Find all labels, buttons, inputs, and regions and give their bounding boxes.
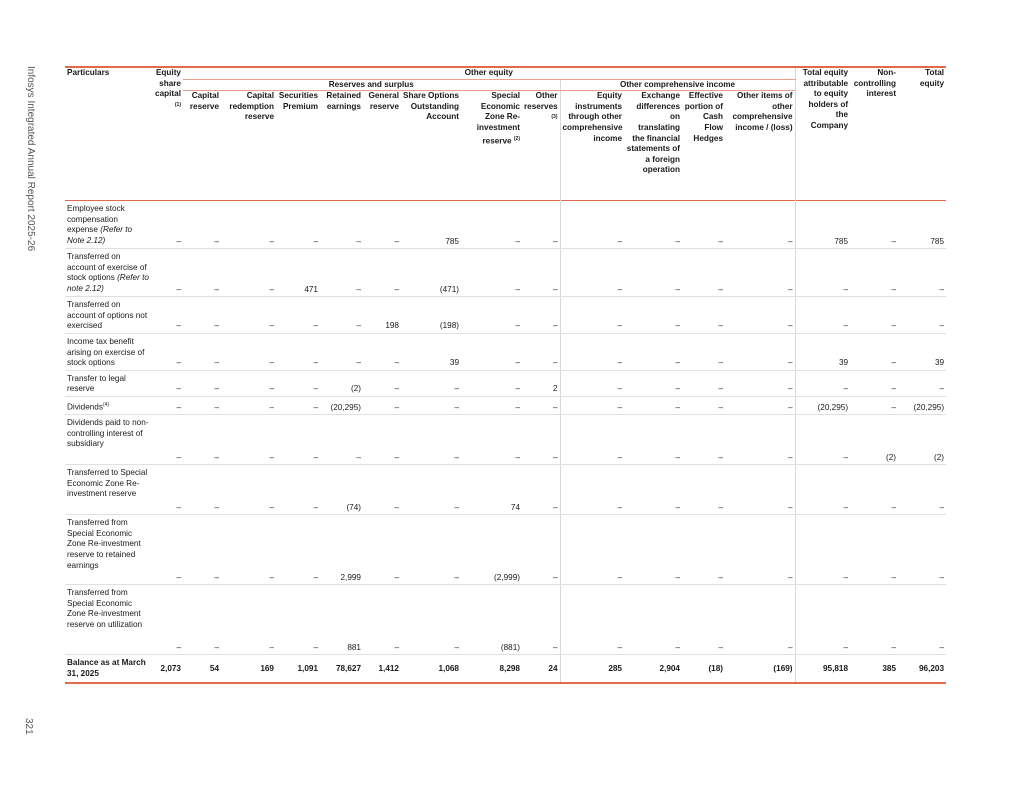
table-cell: – xyxy=(221,297,276,334)
row-label-footnote: (4) xyxy=(102,401,110,408)
table-cell: (20,295) xyxy=(795,396,850,414)
table-cell: 74 xyxy=(461,465,522,515)
total-cell: 96,203 xyxy=(898,655,946,684)
table-cell: – xyxy=(401,585,461,655)
row-label xyxy=(65,370,151,396)
table-cell: – xyxy=(276,333,320,370)
row-label xyxy=(65,415,151,465)
table-cell: – xyxy=(560,396,624,414)
total-cell: 24 xyxy=(522,655,560,684)
row-label-text: Income tax benefit arising on exercise of stock options xyxy=(67,336,145,368)
header-cash-flow-hedges: Effective portion of Cash Flow Hedges xyxy=(684,91,723,143)
table-cell: – xyxy=(401,415,461,465)
table-cell: (471) xyxy=(401,249,461,297)
table-cell: – xyxy=(850,333,898,370)
header-capital-redemption-reserve: Capital redemption reserve xyxy=(229,91,274,122)
table-cell: – xyxy=(850,585,898,655)
table-cell: – xyxy=(151,415,183,465)
table-cell: – xyxy=(560,333,624,370)
row-label-text: Transferred from Special Economic Zone Re-investment reserve to retained earnings xyxy=(67,518,141,570)
table-cell: – xyxy=(624,249,682,297)
statement-of-changes-in-equity-table xyxy=(65,66,946,684)
row-label-note: (Refer to Note 2.12) xyxy=(67,225,133,245)
total-cell: (169) xyxy=(725,655,795,684)
header-oci: Other comprehensive income xyxy=(560,79,795,91)
header-capital-reserve: Capital reserve xyxy=(189,91,219,111)
table-cell: – xyxy=(183,370,221,396)
row-label xyxy=(65,515,151,585)
row-label-text: Transferred on account of options not exercised xyxy=(67,300,148,331)
total-cell: 1,412 xyxy=(363,655,401,684)
table-cell: – xyxy=(183,201,221,249)
table-cell: – xyxy=(221,415,276,465)
table-cell: – xyxy=(401,370,461,396)
total-cell: 2,073 xyxy=(151,655,183,684)
total-cell: 1,091 xyxy=(276,655,320,684)
row-label-text: Dividends paid to non-controlling interest of subsidiary xyxy=(67,418,149,449)
table-cell: – xyxy=(461,396,522,414)
table-cell: – xyxy=(363,585,401,655)
table-cell: – xyxy=(363,396,401,414)
header-particulars: Particulars xyxy=(65,67,151,201)
table-cell: – xyxy=(624,297,682,334)
header-share-options: Share Options Outstanding Account xyxy=(403,91,459,122)
row-label-text: Transfer to legal reserve xyxy=(67,373,126,394)
table-cell: (881) xyxy=(461,585,522,655)
table-cell: (20,295) xyxy=(320,396,363,414)
row-label xyxy=(65,333,151,370)
row-label xyxy=(65,396,151,414)
header-reserves-and-surplus: Reserves and surplus xyxy=(183,79,560,91)
table-cell: – xyxy=(151,515,183,585)
table-cell: – xyxy=(183,396,221,414)
table-cell: – xyxy=(682,515,725,585)
table-cell: – xyxy=(795,370,850,396)
row-label xyxy=(65,297,151,334)
table-cell: – xyxy=(401,515,461,585)
header-total-attributable: Total equity attributable to equity holders of the Company xyxy=(795,67,850,201)
table-row xyxy=(65,370,946,396)
table-cell: 785 xyxy=(795,201,850,249)
table-cell: – xyxy=(151,201,183,249)
table-cell: – xyxy=(363,201,401,249)
table-cell: – xyxy=(898,249,946,297)
table-cell: – xyxy=(560,585,624,655)
table-cell: – xyxy=(560,297,624,334)
table-cell: 39 xyxy=(401,333,461,370)
table-cell: 2 xyxy=(522,370,560,396)
table-cell: – xyxy=(320,201,363,249)
table-cell: – xyxy=(183,585,221,655)
table-cell: – xyxy=(461,297,522,334)
page-number: 321 xyxy=(23,718,34,735)
table-row xyxy=(65,396,946,414)
row-label-text: Transferred to Special Economic Zone Re-investment reserve xyxy=(67,468,148,499)
table-cell: – xyxy=(624,201,682,249)
table-cell: – xyxy=(401,396,461,414)
table-cell: – xyxy=(221,201,276,249)
table-row xyxy=(65,515,946,585)
total-row-label: Balance as at March 31, 2025 xyxy=(65,655,151,684)
table-cell: 39 xyxy=(795,333,850,370)
table-cell: – xyxy=(522,585,560,655)
table-cell: – xyxy=(850,297,898,334)
table-cell: – xyxy=(522,465,560,515)
table-cell: – xyxy=(560,201,624,249)
table-cell: – xyxy=(560,415,624,465)
table-cell: 2,999 xyxy=(320,515,363,585)
table-cell: – xyxy=(850,465,898,515)
table-cell: – xyxy=(682,396,725,414)
header-other-reserves: Other reserves $^{(3)}$ xyxy=(524,91,558,121)
header-retained-earnings: Retained earnings xyxy=(326,91,361,111)
total-cell: 2,904 xyxy=(624,655,682,684)
table-cell: – xyxy=(221,249,276,297)
table-cell: – xyxy=(850,515,898,585)
row-label-text: Employee stock compensation expense xyxy=(67,204,125,235)
table-cell: – xyxy=(183,249,221,297)
table-cell: – xyxy=(560,370,624,396)
table-cell: – xyxy=(850,201,898,249)
header-other-items-oci: Other items of other comprehensive income / (loss) xyxy=(732,91,793,132)
header-securities-premium: Securities Premium xyxy=(278,91,318,111)
table-cell: – xyxy=(151,465,183,515)
table-body xyxy=(65,201,946,684)
table-cell: – xyxy=(522,515,560,585)
header-exchange-differences: Exchange differences on translating the financial statements of a foreign operation xyxy=(626,91,680,175)
table-cell: – xyxy=(682,465,725,515)
total-cell: 95,818 xyxy=(795,655,850,684)
table-cell: – xyxy=(624,333,682,370)
table-cell: – xyxy=(624,585,682,655)
table-cell: – xyxy=(363,515,401,585)
table-row xyxy=(65,585,946,655)
table-cell: 785 xyxy=(898,201,946,249)
table-cell: – xyxy=(363,249,401,297)
table-cell: – xyxy=(795,585,850,655)
table-cell: – xyxy=(363,370,401,396)
table-row xyxy=(65,297,946,334)
table-cell: – xyxy=(276,297,320,334)
total-cell: 54 xyxy=(183,655,221,684)
table-cell: – xyxy=(560,465,624,515)
table-cell: – xyxy=(624,465,682,515)
table-cell: – xyxy=(461,415,522,465)
table-cell: – xyxy=(850,396,898,414)
row-label xyxy=(65,585,151,655)
header-total-equity: Total equity xyxy=(898,67,946,201)
table-cell: – xyxy=(522,396,560,414)
table-cell: – xyxy=(682,370,725,396)
table-row xyxy=(65,201,946,249)
table-cell: – xyxy=(320,415,363,465)
table-row xyxy=(65,465,946,515)
table-cell: – xyxy=(725,333,795,370)
table-cell: – xyxy=(560,249,624,297)
table-cell: (2) xyxy=(898,415,946,465)
table-cell: – xyxy=(461,249,522,297)
table-cell: 198 xyxy=(363,297,401,334)
header-general-reserve: General reserve xyxy=(368,91,399,111)
table-cell: – xyxy=(898,297,946,334)
row-label-text: Dividends xyxy=(67,402,103,412)
table-cell: – xyxy=(795,465,850,515)
table-cell: – xyxy=(682,585,725,655)
table-cell: – xyxy=(363,415,401,465)
table-cell: (74) xyxy=(320,465,363,515)
table-cell: – xyxy=(183,465,221,515)
table-cell: – xyxy=(725,465,795,515)
table-cell: – xyxy=(725,515,795,585)
table-cell: – xyxy=(221,515,276,585)
table-cell: – xyxy=(276,415,320,465)
table-cell: – xyxy=(682,297,725,334)
table-cell: – xyxy=(183,515,221,585)
table-cell: – xyxy=(276,396,320,414)
table-cell: – xyxy=(795,297,850,334)
table-cell: – xyxy=(850,249,898,297)
table-cell: – xyxy=(725,396,795,414)
table-cell: – xyxy=(183,333,221,370)
header-equity-share-capital: Equity share capital $^{(1)}$ xyxy=(151,67,183,201)
table-cell: – xyxy=(898,370,946,396)
table-cell: – xyxy=(624,415,682,465)
table-cell: – xyxy=(624,370,682,396)
table-row xyxy=(65,249,946,297)
table-cell: – xyxy=(725,249,795,297)
table-cell: – xyxy=(151,249,183,297)
table-cell: – xyxy=(682,333,725,370)
total-cell: 385 xyxy=(850,655,898,684)
table-cell: (198) xyxy=(401,297,461,334)
row-label xyxy=(65,201,151,249)
table-cell: – xyxy=(183,297,221,334)
table-cell: – xyxy=(682,201,725,249)
row-label-text: Transferred from Special Economic Zone Re-investment reserve on utilization xyxy=(67,588,143,630)
table-cell: – xyxy=(461,370,522,396)
table-cell: – xyxy=(151,585,183,655)
total-cell: 1,068 xyxy=(401,655,461,684)
table-cell: – xyxy=(221,333,276,370)
header-non-controlling: Non-controlling interest xyxy=(850,67,898,201)
table-cell: – xyxy=(401,465,461,515)
table-cell: – xyxy=(151,333,183,370)
table-cell: – xyxy=(151,396,183,414)
table-cell: – xyxy=(850,370,898,396)
table-cell: – xyxy=(560,515,624,585)
table-cell: – xyxy=(183,415,221,465)
total-cell: (18) xyxy=(682,655,725,684)
table-cell: 785 xyxy=(401,201,461,249)
header-other-equity: Other equity xyxy=(183,67,795,79)
total-row xyxy=(65,655,946,684)
table-cell: – xyxy=(522,249,560,297)
table-cell: – xyxy=(363,465,401,515)
table-cell: – xyxy=(522,201,560,249)
table-cell: – xyxy=(461,333,522,370)
table-cell: – xyxy=(320,333,363,370)
row-label xyxy=(65,465,151,515)
table-cell: – xyxy=(320,249,363,297)
table-cell: – xyxy=(276,370,320,396)
table-cell: – xyxy=(795,515,850,585)
total-cell: 8,298 xyxy=(461,655,522,684)
table-cell: – xyxy=(725,370,795,396)
header-sez-reserve: Special Economic Zone Re-investment reserve $^{(2)}$ xyxy=(476,91,520,146)
table-cell: – xyxy=(522,415,560,465)
table-cell: (2,999) xyxy=(461,515,522,585)
side-title: Infosys Integrated Annual Report 2025-26 xyxy=(25,66,36,252)
table-cell: – xyxy=(276,515,320,585)
table-cell: – xyxy=(276,465,320,515)
table-cell: – xyxy=(624,515,682,585)
table-cell: – xyxy=(522,297,560,334)
total-cell: 285 xyxy=(560,655,624,684)
table-cell: (20,295) xyxy=(898,396,946,414)
row-label xyxy=(65,249,151,297)
table-cell: – xyxy=(221,396,276,414)
table-cell: – xyxy=(682,415,725,465)
table-cell: – xyxy=(221,585,276,655)
table-cell: – xyxy=(151,370,183,396)
table-row xyxy=(65,415,946,465)
table-cell: – xyxy=(221,465,276,515)
total-cell: 78,627 xyxy=(320,655,363,684)
table-cell: (2) xyxy=(320,370,363,396)
table-cell: – xyxy=(276,585,320,655)
table-cell: – xyxy=(898,465,946,515)
table-cell: – xyxy=(461,201,522,249)
table-cell: – xyxy=(624,396,682,414)
table-cell: – xyxy=(320,297,363,334)
table-cell: – xyxy=(725,201,795,249)
total-cell: 169 xyxy=(221,655,276,684)
table-cell: – xyxy=(795,249,850,297)
table-cell: – xyxy=(725,297,795,334)
table-row xyxy=(65,333,946,370)
table-cell: 881 xyxy=(320,585,363,655)
row-label-text: Transferred on account of exercise of stock options xyxy=(67,252,147,283)
table-cell: – xyxy=(725,585,795,655)
header-equity-instruments: Equity instruments through other comprehensive income xyxy=(560,91,624,201)
table-cell: – xyxy=(898,515,946,585)
table-cell: – xyxy=(795,415,850,465)
table-cell: – xyxy=(221,370,276,396)
table-cell: – xyxy=(151,297,183,334)
table-cell: – xyxy=(363,333,401,370)
table-cell: – xyxy=(522,333,560,370)
table-cell: (2) xyxy=(850,415,898,465)
row-label-note: (Refer to note 2.12) xyxy=(67,273,149,293)
table-cell: – xyxy=(725,415,795,465)
table-cell: – xyxy=(682,249,725,297)
table-cell: – xyxy=(898,585,946,655)
table-cell: 39 xyxy=(898,333,946,370)
table-cell: 471 xyxy=(276,249,320,297)
table-cell: – xyxy=(276,201,320,249)
